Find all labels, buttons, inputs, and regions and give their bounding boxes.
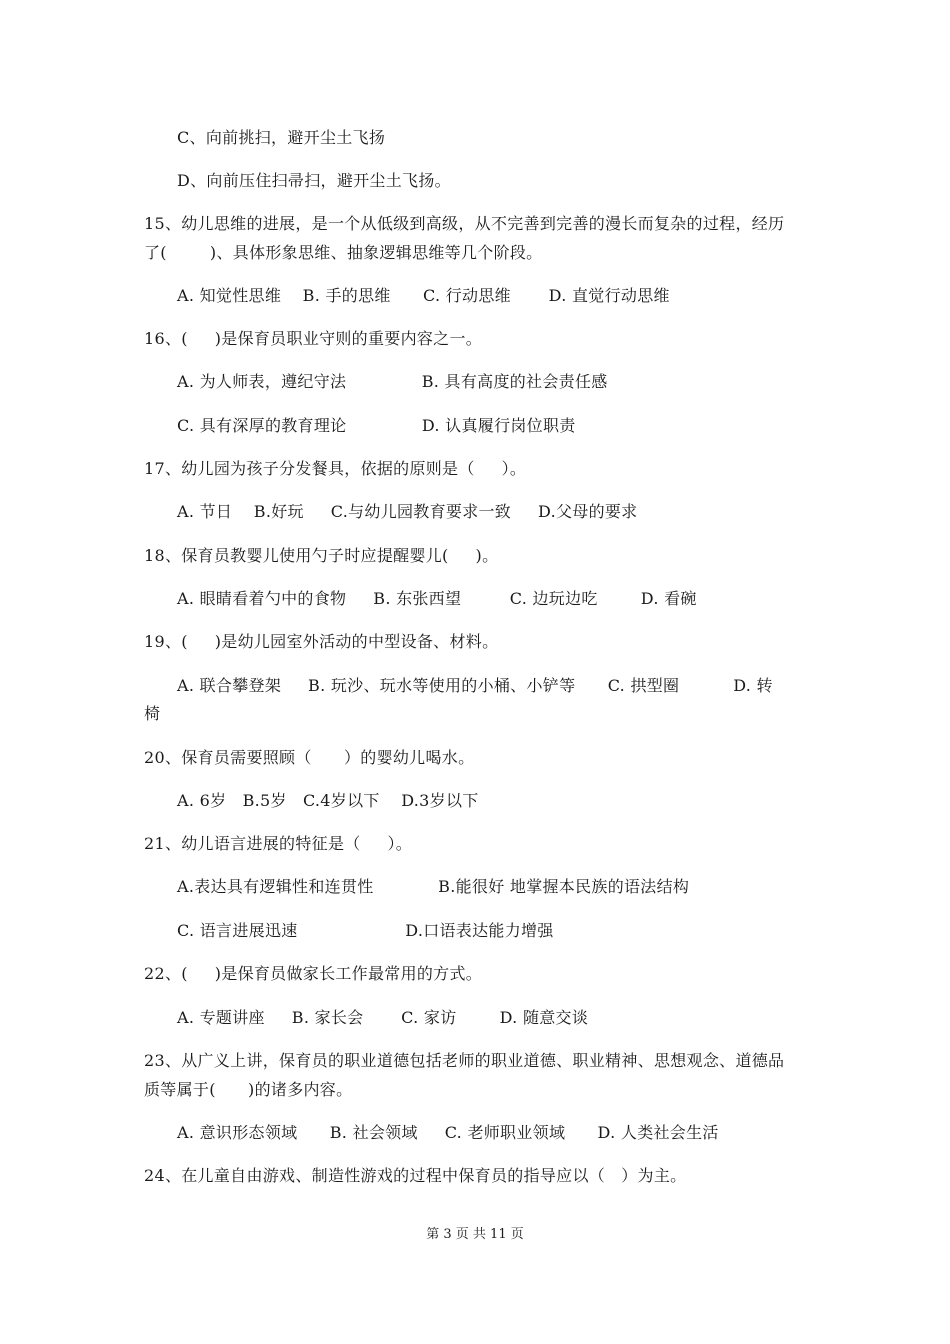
q24-text: 24、在儿童自由游戏、制造性游戏的过程中保育员的指导应以（ ）为主。 [144, 1166, 687, 1185]
q21-options-row-1: A.表达具有逻辑性和连贯性 B.能很好 地掌握本民族的语法结构 [177, 877, 690, 896]
q16-options-row-2: C. 具有深厚的教育理论 D. 认真履行岗位职责 [177, 416, 576, 435]
q17-options: A. 节日 B.好玩 C.与幼儿园教育要求一致 D.父母的要求 [177, 502, 638, 521]
q18-options: A. 眼睛看着勺中的食物 B. 东张西望 C. 边玩边吃 D. 看碗 [177, 589, 697, 608]
q19-text: 19、( )是幼儿园室外活动的中型设备、材料。 [144, 632, 499, 651]
q21-text: 21、幼儿语言进展的特征是（ ）。 [144, 834, 413, 853]
q23-options: A. 意识形态领域 B. 社会领域 C. 老师职业领域 D. 人类社会生活 [177, 1123, 719, 1142]
q15-text-line-2: 了( )、具体形象思维、抽象逻辑思维等几个阶段。 [144, 243, 543, 262]
q14-option-c: C、向前挑扫，避开尘土飞扬 [177, 128, 386, 147]
q22-text: 22、( )是保育员做家长工作最常用的方式。 [144, 964, 483, 983]
q21-options-row-2: C. 语言进展迅速 D.口语表达能力增强 [177, 921, 554, 940]
q15-text-line-1: 15、幼儿思维的进展，是一个从低级到高级，从不完善到完善的漫长而复杂的过程，经历 [144, 214, 785, 233]
q22-options: A. 专题讲座 B. 家长会 C. 家访 D. 随意交谈 [177, 1008, 589, 1027]
q15-options: A. 知觉性思维 B. 手的思维 C. 行动思维 D. 直觉行动思维 [177, 286, 670, 305]
q14-option-d: D、向前压住扫帚扫，避开尘土飞扬。 [177, 171, 451, 190]
q17-text: 17、幼儿园为孩子分发餐具，依据的原则是（ ）。 [144, 459, 527, 478]
q20-options: A. 6岁 B.5岁 C.4岁以下 D.3岁以下 [177, 791, 479, 810]
page-number-footer: 第 3 页 共 11 页 [426, 1227, 524, 1242]
q19-options-line-2: 椅 [144, 704, 161, 723]
q23-text-line-1: 23、从广义上讲，保育员的职业道德包括老师的职业道德、职业精神、思想观念、道德品 [144, 1051, 785, 1070]
q16-text: 16、( )是保育员职业守则的重要内容之一。 [144, 329, 483, 348]
q19-options-line-1: A. 联合攀登架 B. 玩沙、玩水等使用的小桶、小铲等 C. 拱型圈 D. 转 [177, 676, 773, 695]
q18-text: 18、保育员教婴儿使用勺子时应提醒婴儿( )。 [144, 546, 499, 565]
q23-text-line-2: 质等属于( )的诸多内容。 [144, 1080, 353, 1099]
q20-text: 20、保育员需要照顾（ ）的婴幼儿喝水。 [144, 748, 475, 767]
q16-options-row-1: A. 为人师表，遵纪守法 B. 具有高度的社会责任感 [177, 372, 608, 391]
